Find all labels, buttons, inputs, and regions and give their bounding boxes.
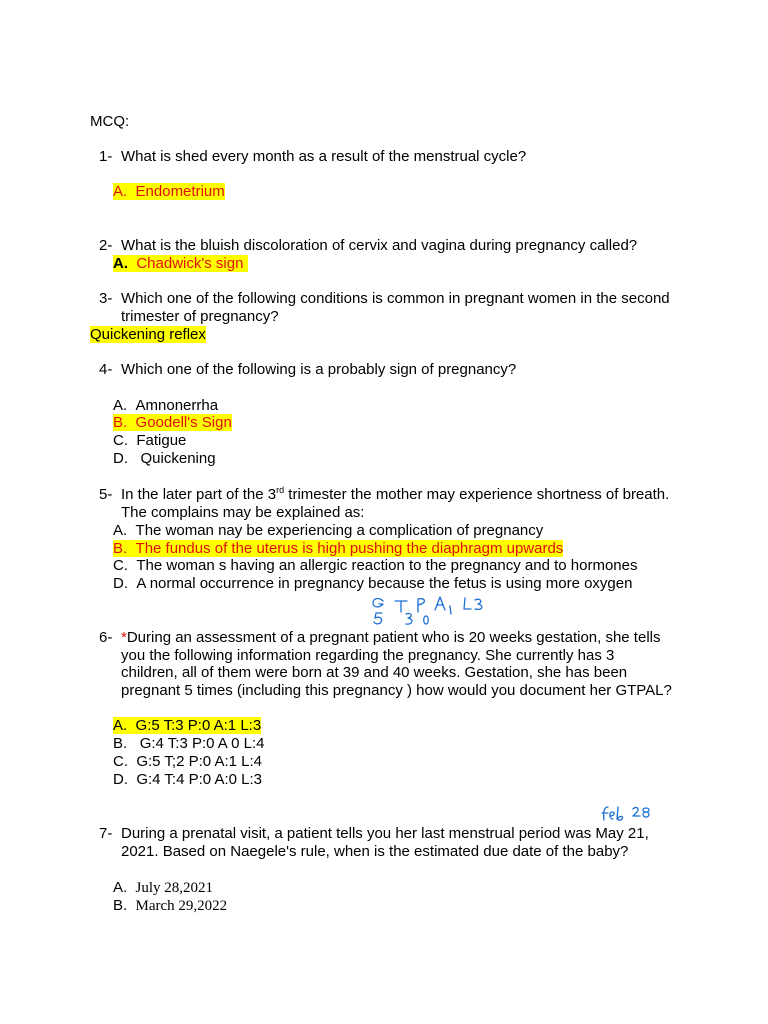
question-5-number: 5- (99, 486, 113, 503)
question-1-answer (113, 183, 225, 200)
option-text: The fundus of the uterus is high pushing the diaphragm upwards (135, 540, 564, 557)
option-letter: B. (113, 897, 128, 914)
option-text: G:5 T;2 P:0 A:1 L:4 (136, 753, 262, 770)
text-part: During an assessment of a pregnant patient who is 20 weeks gestation, she tells (126, 629, 661, 646)
option-text: March 29,2022 (135, 898, 228, 914)
option-letter: B. (113, 414, 128, 431)
question-5-option-a (113, 522, 543, 539)
option-text: The woman s having an allergic reaction to the pregnancy and to hormones (136, 557, 638, 574)
question-6-text-line-4: pregnant 5 times (including this pregnancy ) how would you document her GTPAL? (121, 682, 672, 699)
handwritten-date-annotation (600, 804, 660, 826)
question-5-option-c (113, 557, 637, 574)
question-7-option-a (113, 879, 213, 897)
answer-letter: A. (113, 183, 128, 200)
answer-text: Endometrium (135, 183, 225, 200)
page-title: MCQ: (90, 113, 130, 130)
question-7-option-b (113, 897, 227, 915)
question-5-option-d (113, 575, 632, 592)
question-4-option-a (113, 397, 218, 414)
option-text: July 28,2021 (135, 880, 214, 896)
option-letter: C. (113, 557, 128, 574)
question-4-text: Which one of the following is a probably sign of pregnancy? (121, 361, 517, 378)
option-text: A normal occurrence in pregnancy because the fetus is using more oxygen (136, 575, 633, 592)
question-7-text-line-2: 2021. Based on Naegele's rule, when is the estimated due date of the baby? (121, 843, 629, 860)
option-letter: D. (113, 575, 128, 592)
question-6-option-d (113, 771, 262, 788)
superscript: rd (276, 485, 285, 495)
question-7-number: 7- (99, 825, 113, 842)
option-letter: B. (113, 735, 128, 752)
question-5-option-b (113, 540, 563, 557)
question-6-text-line-3: children, all of them were born at 39 and 40 weeks. Gestation, she has been (121, 664, 628, 681)
answer-text: Chadwick's sign (136, 255, 244, 272)
question-5-text-line-2: The complains may be explained as: (121, 504, 365, 521)
question-6-option-c (113, 753, 262, 770)
question-6-text-line-2: you the following information regarding the pregnancy. She currently has 3 (121, 647, 615, 664)
question-3-text-line-2: trimester of pregnancy? (121, 308, 279, 325)
option-text: G:5 T:3 P:0 A:1 L:3 (135, 717, 262, 734)
option-text: Goodell's Sign (135, 414, 232, 431)
handwriting-strokes (373, 597, 482, 624)
question-4-option-c (113, 432, 186, 449)
question-2-answer (113, 255, 248, 272)
question-5-text-line-1 (121, 486, 669, 503)
answer-letter: A. (113, 255, 128, 272)
question-4-number: 4- (99, 361, 113, 378)
option-text: The woman nay be experiencing a complication of pregnancy (135, 522, 544, 539)
question-1-number: 1- (99, 148, 113, 165)
option-text: Quickening (136, 450, 216, 467)
handwritten-gtpal-annotation (368, 594, 508, 628)
question-3-number: 3- (99, 290, 113, 307)
question-1-text: What is shed every month as a result of the menstrual cycle? (121, 148, 527, 165)
handwriting-strokes (602, 807, 649, 820)
question-6-option-a (113, 717, 261, 734)
option-text: Amnonerrha (135, 397, 219, 414)
option-text: Fatigue (136, 432, 187, 449)
question-4-option-d (113, 450, 216, 467)
question-4-option-b (113, 414, 232, 431)
option-letter: D. (113, 450, 128, 467)
question-2-text: What is the bluish discoloration of cervix and vagina during pregnancy called? (121, 237, 638, 254)
question-6-text-line-1 (121, 629, 661, 646)
option-letter: C. (113, 753, 128, 770)
option-letter: A. (113, 717, 128, 734)
question-2-number: 2- (99, 237, 113, 254)
text-part: trimester the mother may experience shortness of breath. (284, 486, 670, 503)
asterisk: * (121, 629, 127, 646)
option-letter: A. (113, 397, 128, 414)
option-text: G:4 T:3 P:0 A 0 L:4 (135, 735, 265, 752)
option-letter: A. (113, 522, 128, 539)
question-6-number: 6- (99, 629, 113, 646)
option-letter: B. (113, 540, 128, 557)
text-part: In the later part of the 3 (121, 486, 277, 503)
question-3-text-line-1: Which one of the following conditions is common in pregnant women in the second (121, 290, 670, 307)
question-3-answer: Quickening reflex (90, 326, 206, 343)
option-text: G:4 T:4 P:0 A:0 L:3 (136, 771, 262, 788)
option-letter: A. (113, 879, 128, 896)
option-letter: D. (113, 771, 128, 788)
option-letter: C. (113, 432, 128, 449)
question-7-text-line-1: During a prenatal visit, a patient tells you her last menstrual period was May 21, (121, 825, 649, 842)
question-6-option-b (113, 735, 265, 752)
